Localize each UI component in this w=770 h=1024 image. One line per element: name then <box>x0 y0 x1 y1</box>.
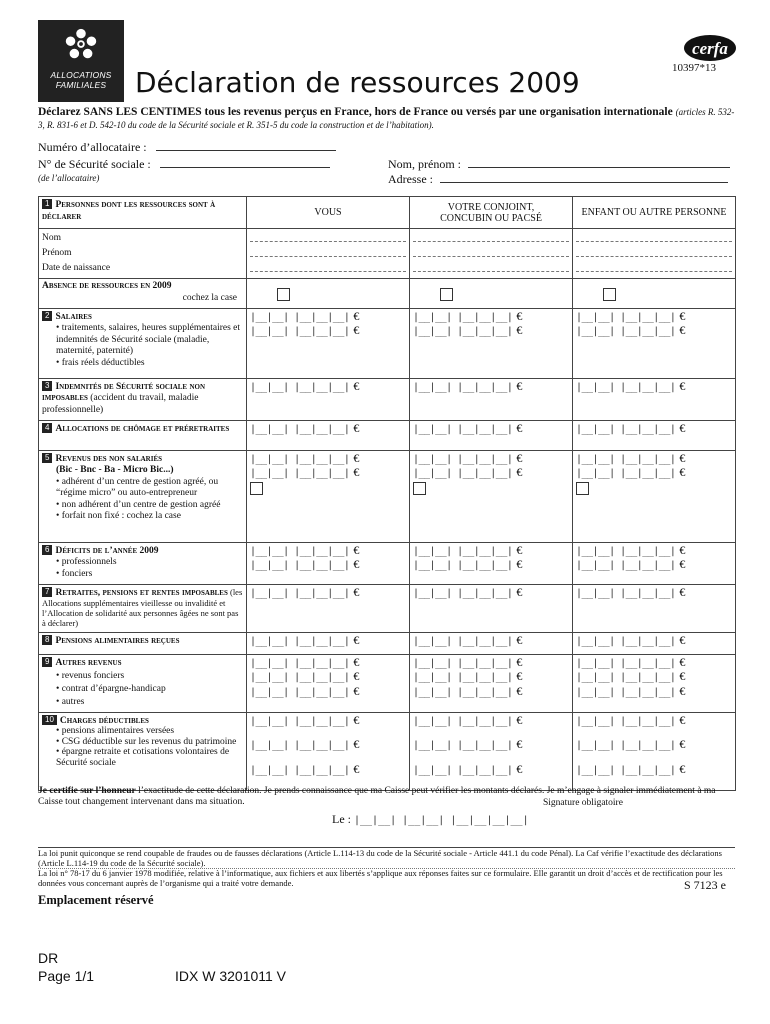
euro-sign: € <box>679 557 686 571</box>
euro-sign: € <box>516 669 523 683</box>
address-row: Adresse : <box>388 171 728 187</box>
euro-sign: € <box>516 450 523 465</box>
euro-sign: € <box>353 557 360 571</box>
section-9-label: 9 Autres revenus • revenus fonciers • contrat d’épargne-handicap • autres <box>39 654 247 712</box>
amount-field[interactable]: |__|__| |__|__|__| € <box>576 683 686 698</box>
euro-sign: € <box>353 542 360 557</box>
euro-sign: € <box>353 654 360 669</box>
amount-field[interactable]: |__|__| |__|__|__| € <box>250 542 360 557</box>
absence-row-label: Absence de ressources en 2009 cochez la case <box>39 279 247 309</box>
chomage-enfant[interactable] <box>573 420 736 450</box>
euro-sign: € <box>679 465 686 479</box>
logo-text: ALLOCATIONS FAMILIALES <box>50 70 112 90</box>
form-code: S 7123 e <box>684 878 726 892</box>
name-field[interactable] <box>468 156 730 168</box>
flower-icon <box>62 26 100 64</box>
euro-sign: € <box>679 420 686 435</box>
amount-field[interactable]: |__|__| |__|__|__| € <box>250 632 360 647</box>
amount-field[interactable]: |__|__| |__|__|__| € <box>576 669 686 683</box>
euro-sign: € <box>516 712 523 727</box>
amount-field[interactable]: |__|__| |__|__|__| € <box>413 737 523 751</box>
pensions-vous[interactable] <box>247 632 410 654</box>
secu-field[interactable] <box>160 156 330 168</box>
deficits-vous[interactable] <box>247 542 410 584</box>
reserved-area-label: Emplacement réservé <box>38 893 154 907</box>
amount-field[interactable]: |__|__| |__|__|__| € <box>576 654 686 669</box>
forfait-checkbox[interactable] <box>250 482 263 495</box>
amount-field[interactable]: |__|__| |__|__|__| € <box>413 683 523 698</box>
amount-field[interactable]: |__|__| |__|__|__| € <box>250 654 360 669</box>
identity-line[interactable] <box>250 231 406 242</box>
euro-sign: € <box>679 683 686 698</box>
amount-field[interactable]: |__|__| |__|__|__| € <box>413 632 523 647</box>
amount-field[interactable]: |__|__| |__|__|__| € <box>576 584 686 599</box>
amount-field[interactable]: |__|__| |__|__|__| € <box>250 450 360 465</box>
euro-sign: € <box>516 654 523 669</box>
footer-dr: DR <box>38 950 59 966</box>
identity-line[interactable] <box>413 261 569 272</box>
retraites-enfant[interactable] <box>573 584 736 632</box>
euro-sign: € <box>353 761 360 776</box>
certification-text: Je certifie sur l’honneur l’exactitude de cette déclaration. Je prends connaissance que ma Caisse peut vérifier les montants déclarés. Je m’engage à signaler immédiatement à ma Caisse tout changement intervenant dans ma situation. <box>38 786 716 807</box>
autres-revenus-conjoint[interactable] <box>410 654 573 712</box>
absence-checkbox-vous[interactable] <box>277 288 290 301</box>
amount-field[interactable]: |__|__| |__|__|__| € <box>413 420 523 435</box>
amount-field[interactable]: |__|__| |__|__|__| € <box>576 420 686 435</box>
salaires-enfant[interactable] <box>573 308 736 378</box>
amount-field[interactable]: |__|__| |__|__|__| € <box>413 669 523 683</box>
euro-sign: € <box>516 632 523 647</box>
section-6-label: 6 Déficits de l’année 2009 • professionnels • fonciers <box>39 542 247 584</box>
section-2-label: 2 Salaires • traitements, salaires, heures supplémentaires et indemnités de Sécurité sociale (maladie, maternité, paternité) • frais réels déductibles <box>39 308 247 378</box>
salaires-vous[interactable] <box>247 308 410 378</box>
euro-sign: € <box>353 420 360 435</box>
identity-labels: Nom Prénom Date de naissance <box>39 229 247 279</box>
forfait-checkbox[interactable] <box>413 482 426 495</box>
euro-sign: € <box>679 323 686 337</box>
forfait-checkbox[interactable] <box>576 482 589 495</box>
date-field[interactable]: |__|__| |__|__| |__|__|__|__| <box>354 815 529 826</box>
autres-revenus-enfant[interactable] <box>573 654 736 712</box>
amount-field[interactable]: |__|__| |__|__|__| € <box>413 378 523 393</box>
allocataire-field[interactable] <box>156 139 336 151</box>
retraites-vous[interactable] <box>247 584 410 632</box>
euro-sign: € <box>516 378 523 393</box>
indemnites-vous[interactable] <box>247 378 410 420</box>
cerfa-logo <box>683 33 737 63</box>
page-title: Déclaration de ressources 2009 <box>135 66 580 99</box>
address-field[interactable] <box>440 171 728 183</box>
deficits-conjoint[interactable] <box>410 542 573 584</box>
amount-field[interactable]: |__|__| |__|__|__| € <box>250 669 360 683</box>
indemnites-conjoint[interactable] <box>410 378 573 420</box>
chomage-vous[interactable] <box>247 420 410 450</box>
identity-line[interactable] <box>576 246 732 257</box>
amount-field[interactable]: |__|__| |__|__|__| € <box>576 323 686 337</box>
name-row: Nom, prénom : <box>388 156 730 172</box>
euro-sign: € <box>353 712 360 727</box>
income-table <box>38 196 736 791</box>
amount-field[interactable]: |__|__| |__|__|__| € <box>250 557 360 571</box>
euro-sign: € <box>679 542 686 557</box>
section-7-label: 7 Retraites, pensions et rentes imposables (les Allocations supplémentaires vieillesse ou invalidité et l’Allocation de solidarité aux personnes âgées ne sont pas à déclarer) <box>39 584 247 632</box>
amount-field[interactable]: |__|__| |__|__|__| € <box>576 557 686 571</box>
amount-field[interactable]: |__|__| |__|__|__| € <box>576 761 686 776</box>
enfant-identity-fields[interactable] <box>573 229 736 279</box>
charges-vous[interactable] <box>247 712 410 791</box>
caf-logo <box>38 20 124 102</box>
section-3-label: 3 Indemnités de Sécurité sociale non imposables (accident du travail, maladie professionnelle) <box>39 378 247 420</box>
euro-sign: € <box>353 669 360 683</box>
svg-text:cerfa: cerfa <box>692 39 728 58</box>
amount-field[interactable]: |__|__| |__|__|__| € <box>413 308 523 323</box>
amount-field[interactable]: |__|__| |__|__|__| € <box>576 542 686 557</box>
euro-sign: € <box>516 683 523 698</box>
absence-checkbox-enfant[interactable] <box>603 288 616 301</box>
column-conjoint: VOTRE CONJOINT, CONCUBIN OU PACSÉ <box>410 197 573 229</box>
section-1-header: 1 Personnes dont les ressources sont à déclarer <box>39 197 247 229</box>
amount-field[interactable]: |__|__| |__|__|__| € <box>250 683 360 698</box>
secu-note: (de l’allocataire) <box>38 173 100 183</box>
euro-sign: € <box>516 542 523 557</box>
amount-field[interactable]: |__|__| |__|__|__| € <box>413 654 523 669</box>
euro-sign: € <box>679 378 686 393</box>
euro-sign: € <box>353 584 360 599</box>
euro-sign: € <box>353 450 360 465</box>
euro-sign: € <box>353 308 360 323</box>
amount-field[interactable]: |__|__| |__|__|__| € <box>413 323 523 337</box>
amount-field[interactable]: |__|__| |__|__|__| € <box>413 465 523 479</box>
intro-text: Déclarez SANS LES CENTIMES tous les revenus perçus en France, hors de France ou versés par une organisation internationale (articles R. 532-3, R. 831-6 et D. 542-10 du code de la Sécurité sociale et R. 351-5 du code la construction et de l’habitation). <box>38 106 735 130</box>
cerfa-number: 10397*13 <box>672 62 716 74</box>
section-8-label: 8 Pensions alimentaires reçues <box>39 632 247 654</box>
absence-checkbox-conjoint[interactable] <box>440 288 453 301</box>
euro-sign: € <box>679 308 686 323</box>
date-row: Le : |__|__| |__|__| |__|__|__|__| <box>332 812 529 826</box>
amount-field[interactable]: |__|__| |__|__|__| € <box>576 378 686 393</box>
euro-sign: € <box>353 465 360 479</box>
section-10-label: 10 Charges déductibles • pensions alimentaires versées • CSG déductible sur les revenus du patrimoine • épargne retraite et cotisations volontaires de Sécurité sociale <box>39 712 247 791</box>
amount-field[interactable]: |__|__| |__|__|__| € <box>413 712 523 727</box>
identity-line[interactable] <box>576 261 732 272</box>
euro-sign: € <box>516 323 523 337</box>
amount-field[interactable]: |__|__| |__|__|__| € <box>576 737 686 751</box>
euro-sign: € <box>353 737 360 751</box>
chomage-conjoint[interactable] <box>410 420 573 450</box>
amount-field[interactable]: |__|__| |__|__|__| € <box>413 542 523 557</box>
euro-sign: € <box>516 465 523 479</box>
euro-sign: € <box>679 761 686 776</box>
section-4-label: 4 Allocations de chômage et préretraites <box>39 420 247 450</box>
euro-sign: € <box>353 632 360 647</box>
euro-sign: € <box>679 654 686 669</box>
amount-field[interactable]: |__|__| |__|__|__| € <box>413 557 523 571</box>
identity-line[interactable] <box>576 231 732 242</box>
identity-line[interactable] <box>250 246 406 257</box>
legal-fraud: La loi punit quiconque se rend coupable de fraudes ou de fausses déclarations (Article L.114-13 du code de la Sécurité sociale - Article 441.1 du code Pénal). La Caf vérifie l’exactitude des déclarations (Article L.114-19 du code de la Sécurité sociale). <box>38 848 722 868</box>
column-vous: VOUS <box>247 197 410 229</box>
amount-field[interactable]: |__|__| |__|__|__| € <box>250 378 360 393</box>
amount-field[interactable]: |__|__| |__|__|__| € <box>250 761 360 776</box>
allocataire-row: Numéro d’allocataire : <box>38 139 336 155</box>
amount-field[interactable]: |__|__| |__|__|__| € <box>413 584 523 599</box>
amount-field[interactable]: |__|__| |__|__|__| € <box>250 584 360 599</box>
footer-page: Page 1/1 <box>38 968 95 984</box>
amount-field[interactable]: |__|__| |__|__|__| € <box>576 308 686 323</box>
euro-sign: € <box>516 420 523 435</box>
euro-sign: € <box>516 761 523 776</box>
non-salaries-enfant[interactable] <box>573 450 736 542</box>
amount-field[interactable]: |__|__| |__|__|__| € <box>576 450 686 465</box>
indemnites-enfant[interactable] <box>573 378 736 420</box>
amount-field[interactable]: |__|__| |__|__|__| € <box>250 465 360 479</box>
amount-field[interactable]: |__|__| |__|__|__| € <box>250 420 360 435</box>
signature-label: Signature obligatoire <box>543 798 623 808</box>
deficits-enfant[interactable] <box>573 542 736 584</box>
euro-sign: € <box>516 557 523 571</box>
amount-field[interactable]: |__|__| |__|__|__| € <box>576 465 686 479</box>
section-5-label: 5 Revenus des non salariés (Bic - Bnc - Ba - Micro Bic...) • adhérent d’un centre de gestion agréé, ou “régime micro” ou auto-entrepreneur • non adhérent d’un centre de gestion agréé • forfait non fixé : cochez la case <box>39 450 247 542</box>
identity-line[interactable] <box>413 231 569 242</box>
euro-sign: € <box>679 737 686 751</box>
vous-identity-fields[interactable] <box>247 229 410 279</box>
autres-revenus-vous[interactable] <box>247 654 410 712</box>
amount-field[interactable]: |__|__| |__|__|__| € <box>250 308 360 323</box>
euro-sign: € <box>679 632 686 647</box>
euro-sign: € <box>679 669 686 683</box>
euro-sign: € <box>679 584 686 599</box>
amount-field[interactable]: |__|__| |__|__|__| € <box>250 712 360 727</box>
salaires-conjoint[interactable] <box>410 308 573 378</box>
identity-line[interactable] <box>413 246 569 257</box>
euro-sign: € <box>516 308 523 323</box>
amount-field[interactable]: |__|__| |__|__|__| € <box>250 323 360 337</box>
amount-field[interactable]: |__|__| |__|__|__| € <box>413 761 523 776</box>
amount-field[interactable]: |__|__| |__|__|__| € <box>413 450 523 465</box>
secu-row: N° de Sécurité sociale : <box>38 156 330 172</box>
euro-sign: € <box>679 712 686 727</box>
amount-field[interactable]: |__|__| |__|__|__| € <box>250 737 360 751</box>
column-enfant: ENFANT OU AUTRE PERSONNE <box>573 197 736 229</box>
non-salaries-conjoint[interactable] <box>410 450 573 542</box>
pensions-conjoint[interactable] <box>410 632 573 654</box>
euro-sign: € <box>516 584 523 599</box>
amount-field[interactable]: |__|__| |__|__|__| € <box>576 712 686 727</box>
legal-cnil: La loi n° 78-17 du 6 janvier 1978 modifiée, relative à l’informatique, aux fichiers et aux libertés s’applique aux réponses faites sur ce formulaire. Elle garantit un droit d’accès et de rectification pour les données vous concernant auprès de l’organisme qui a traité votre demande. <box>38 868 723 888</box>
charges-conjoint[interactable] <box>410 712 573 791</box>
amount-field[interactable]: |__|__| |__|__|__| € <box>576 632 686 647</box>
euro-sign: € <box>353 683 360 698</box>
retraites-conjoint[interactable] <box>410 584 573 632</box>
euro-sign: € <box>516 737 523 751</box>
euro-sign: € <box>353 323 360 337</box>
charges-enfant[interactable] <box>573 712 736 791</box>
euro-sign: € <box>353 378 360 393</box>
non-salaries-vous[interactable] <box>247 450 410 542</box>
pensions-enfant[interactable] <box>573 632 736 654</box>
euro-sign: € <box>679 450 686 465</box>
identity-line[interactable] <box>250 261 406 272</box>
conjoint-identity-fields[interactable] <box>410 229 573 279</box>
footer-idx: IDX W 3201011 V <box>175 968 287 984</box>
